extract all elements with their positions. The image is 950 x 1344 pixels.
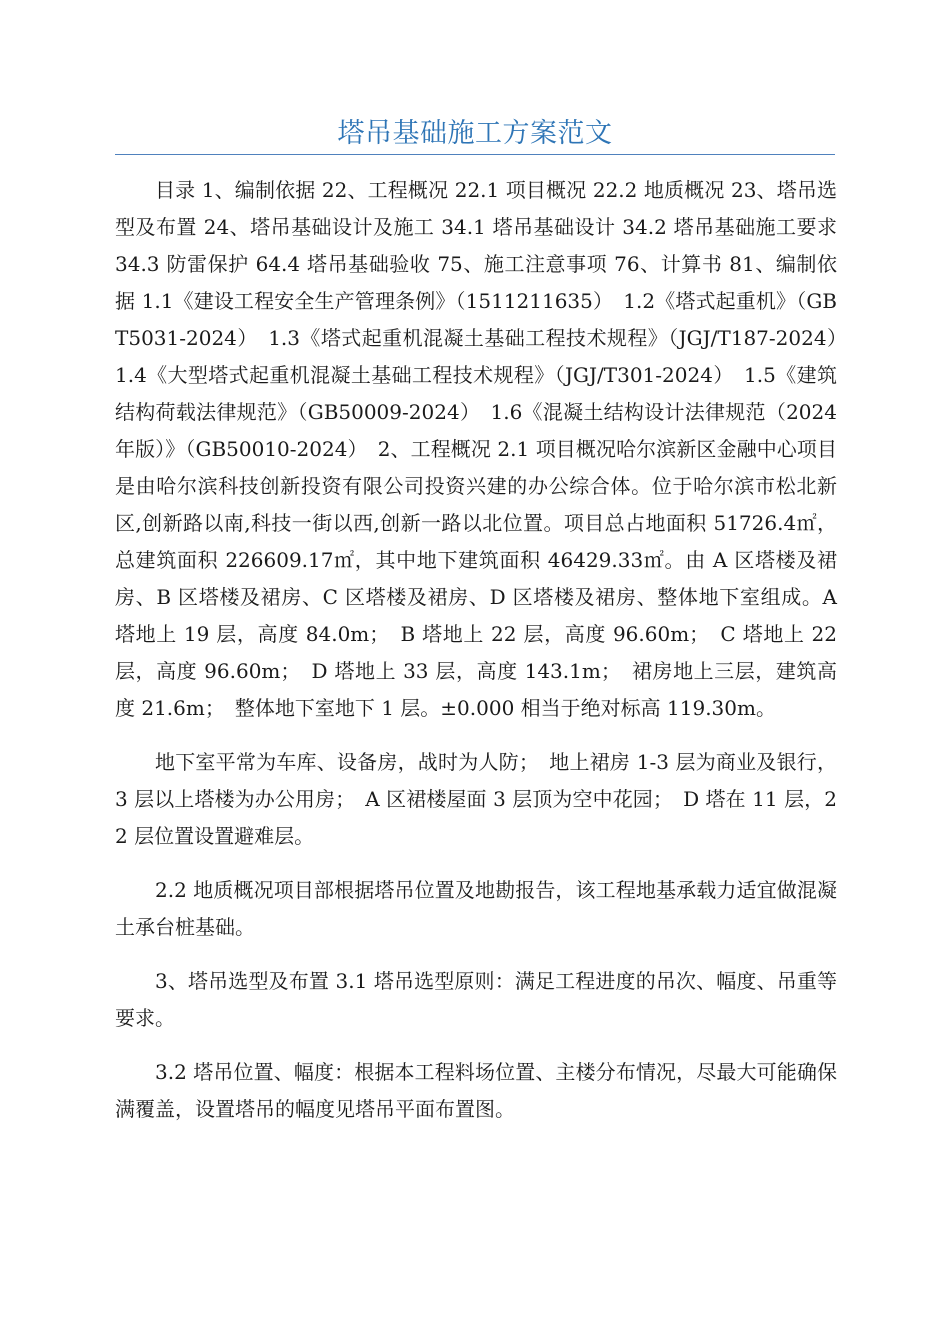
paragraph-toc-and-overview: 目录 1、编制依据 22、工程概况 22.1 项目概况 22.2 地质概况 23、塔吊选型及布置 24、塔吊基础设计及施工 34.1 塔吊基础设计 34.2 塔吊基础施工要求 34.3 防雷保护 64.4 塔吊基础验收 75、施工注意事项 76、计算书 81、编制依据 1.1《建设工程安全生产管理条例》（1511211635） 1.2《塔式起重机》（GBT5031-2024） 1.3《塔式起重机混凝土基础工程技术规程》（JGJ/T187-2024） 1.4《大型塔式起重机混凝土基础工程技术规程》（JGJ/T301-2024） 1.5《建筑结构荷载法律规范》（GB50009-2024） 1.6《混凝土结构设计法律规范（2024 年版）》（GB50010-2024） 2、工程概况 2.1 项目概况哈尔滨新区金融中心项目是由哈尔滨科技创新投资有限公司投资兴建的办公综合体。位于哈尔滨市松北新区,创新路以南,科技一街以西,创新一路以北位置。项目总占地面积 51726.4㎡，总建筑面积 226609.17㎡，其中地下建筑面积 46429.33㎡。由 A 区塔楼及裙房、B 区塔楼及裙房、C 区塔楼及裙房、D 区塔楼及裙房、整体地下室组成。A 塔地上 19 层，高度 84.0m； B 塔地上 22 层，高度 96.60m； C 塔地上 22 层，高度 96.60m； D 塔地上 33 层，高度 143.1m； 裙房地上三层，建筑高度 21.6m； 整体地下室地下 1 层。±0.000 相当于绝对标高 119.30m。 [115, 178, 857, 720]
paragraph-basement-usage: 地下室平常为车库、设备房，战时为人防； 地上裙房 1-3 层为商业及银行，3 层以上塔楼为办公用房； A 区裙楼屋面 3 层顶为空中花园； D 塔在 11 层，22 层位置设置避难层。 [115, 750, 837, 848]
paragraph-crane-selection: 3、塔吊选型及布置 3.1 塔吊选型原则：满足工程进度的吊次、幅度、吊重等要求。 [115, 969, 837, 1030]
paragraph-geology: 2.2 地质概况项目部根据塔吊位置及地勘报告，该工程地基承载力适宜做混凝土承台桩基础。 [115, 878, 837, 939]
document-body [115, 172, 857, 1145]
title-underline [115, 154, 835, 155]
paragraph-crane-position: 3.2 塔吊位置、幅度：根据本工程料场位置、主楼分布情况，尽最大可能确保满覆盖，设置塔吊的幅度见塔吊平面布置图。 [115, 1060, 837, 1121]
document-title: 塔吊基础施工方案范文 [337, 118, 613, 149]
